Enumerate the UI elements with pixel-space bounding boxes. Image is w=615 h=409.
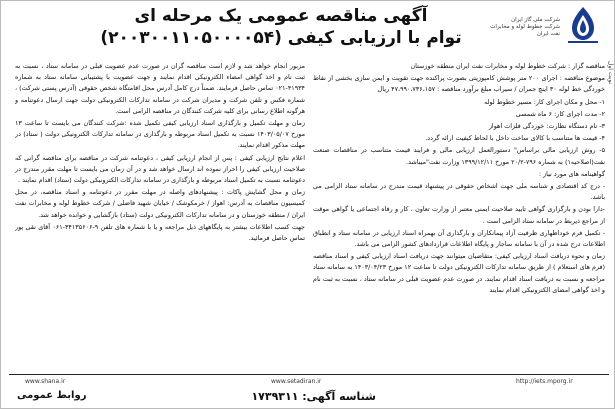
- notice-title: آگهی مناقصه عمومی یک مرحله ای: [134, 6, 428, 26]
- notice-paragraph: موضوع مناقصه : اجرای ۲۰۰ متر پوشش کامپوزیتی بصورت پراکنده جهت تقویت و ایمن سازی بخشی از نقاط خوردگی خط لوله ۳۰ اینچ جمران / سیراب مبلغ برآورد مناقصه : ۴۷،۹۹۰،۷۳۶،۱۵۷ ریال: [313, 74, 605, 94]
- link-iets[interactable]: http://iets.mporg.ir: [516, 378, 573, 385]
- notice-round-stamp: نوبت اول: [607, 61, 614, 85]
- notice-paragraph: اعلام نتایج ارزیابی کیفی : پس از انجام ارزیابی کیفی ، دعوتنامه شرکت در مناقصه برای مناقصه گرانی که صلاحیت ارزیابی کیفی را احراز نموده اند ارسال خواهد شد و در آن زمان می بایست تا مهلت مقرر مندرج در دعوتنامه نسبت به تکمیل اسناد مربوطه و بارگذاری در سامانه تدارکات الکترونیکی دولت (ستاد) اقدام نمایند .: [15, 153, 305, 185]
- notice-paragraph: ۳- نام دستگاه نظارت: خوردگی فلزات اهواز: [488, 122, 605, 131]
- notice-subtitle: توام با ارزیابی کیفی (۲۰۰۳۰۰۱۱۰۵۰۰۰۰۵۴): [100, 28, 462, 48]
- notice-paragraph: - تکمیل فرم خوداظهاری ظرفیت آزاد پیمانکاران و بارگذاری آن بهمراه اسناد ارزیابی در سامانه ستاد و انطباق اطلاعات درج شده در آن با سامانه ساجار و پایگاه اطلاعات قراردادهای کشور الزامی می باشد.: [313, 228, 605, 249]
- notice-paragraph: مزبور انجام خواهد شد و لازم است مناقصه گران در صورت عدم عضویت قبلی در سامانه ستاد ، نسبت به ثبت نام و اخذ گواهی امضاء الکترونیکی اقدام نمایند و جهت عضویت با پشتیبانی سامانه ستاد به شماره ۴۱۹۳۴-۰۲۱ تماس حاصل فرمایند. ضمناً درج کامل آدرس محل اقامتگاه شخص حقوقی (آدرس پستی شرکت) ، شماره فکس و تلفن شرکت و مدیران شرکت در سامانه تدارکات الکترونیکی دولت جهت ارسال دعوتنامه و هرگونه اطلاع رسانی برای کلیه شرکت کنندگان در مناقصه الزامی است.: [15, 62, 305, 115]
- notice-paragraph: زمان و مهلت تکمیل و بارگذاری اسناد ارزیابی کیفی تکمیل شده :شرکت کنندگان می بایست تا ساعت ۱۳ مورخ ۱۴۰۳/۰۵/۰۷ نسبت به تکمیل اسناد مربوطه و بارگذاری در سامانه تدارکات الکترونیکی دولت ( ستاد) در مهلت مذکور اقدام نمایند.: [15, 119, 305, 150]
- organization-name: [482, 17, 560, 38]
- notice-paragraph: - درج کد اقتصادی و شناسه ملی جهت اشخاص حقوقی در پیشنهاد قیمت مندرج در سامانه ستاد الزامی می باشد.: [313, 182, 605, 202]
- notice-footer: [1, 376, 615, 409]
- notice-paragraph: زمان و محل گشایش پاکات : پیشنهادهای واصله در مهلت مقرر در دعوتنامه و اسناد مناقصه، در محل کمیسیون مناقصات به آدرس: اهواز / خرمکوشک / خیابان شهید فاضلی / شرکت خطوط لوله و مخابرات نفت ایران / منطقه خوزستان و در سامانه تدارکات الکترونیکی دولت (ستاد) بازگشایی و خوانده خواهد شد.: [15, 188, 305, 219]
- notice-paragraph: ۵- روش ارزیابی مالی براساس" دستورالعمل ارزیابی مالی و فرایند قیمت متناسب در مناقصات صنعت نفت(اصلاحیه۱) به شماره ۷۹۶-۲۰/۲ مورخ ۱۳۹۹/۱۲/۱۱ وزارت نفت"میباشد.: [313, 146, 605, 166]
- footer-divider: [9, 374, 609, 375]
- notice-paragraph: ۱- محل و مکان اجرای کار: مسیر خطوط لوله: [484, 97, 605, 106]
- org-name-line1: شرکت ملی گاز ایران: [511, 17, 560, 23]
- notice-left-column: [15, 61, 305, 373]
- notice-header: [1, 1, 615, 63]
- notice-paragraph: ۲- مدت اجرای کار: ۶ ماه شمسی: [515, 109, 605, 118]
- org-name-line2: شرکت خطوط لوله و مخابرات نفت ایران: [490, 24, 560, 37]
- notice-paragraph: ۴- قیمت ها متناسب با کالای ساخت داخل با لحاظ کیفیت ارائه گردد.: [425, 134, 605, 143]
- public-relations-label: روابط عمومی: [17, 390, 87, 401]
- notice-right-column: [313, 61, 605, 373]
- notice-title-block: [81, 5, 481, 49]
- notice-body: [15, 61, 605, 373]
- link-shana[interactable]: www.shana.ir: [25, 378, 66, 385]
- oil-company-logo-icon: [562, 5, 604, 45]
- ad-id: شناسه آگهی: ۱۷۳۹۳۱۱: [251, 390, 376, 403]
- organization-branding: [490, 3, 610, 63]
- notice-paragraph: گواهینامه های مورد نیاز :: [538, 169, 605, 178]
- notice-paragraph: زمان و نحوه دریافت اسناد ارزیابی کیفی: متقاضیان میتوانند جهت دریافت اسناد ارزیابی کیفی و اسناد مناقصه (فرم های استعلام ) از طریق سامانه تدارکات الکترونیکی دولت تا ساعت ۱۲ مورخ ۱۴۰۳/۰۴/۲۳ به سامانه ستاد مراجعه و نسبت به دریافت اسناد اقدام نمایند. در صورت عدم عضویت قبلی در سامانه ستاد ، نسبت به ثبت نام و اخذ گواهی امضای الکترونیکی اقدام نمایند: [313, 252, 605, 294]
- notice-paragraph: -دارا بودن و بارگزاری گواهی تایید صلاحیت ایمنی معتبر از وزارت تعاون ، کار و رفاه اجتماعی یا گواهی موقت از مراجع ذیربط در سامانه ستاد الزامی است .: [313, 205, 605, 225]
- notice-paragraph: جهت کسب اطلاعات بیشتر به پایگاههای ذیل مراجعه و یا با شماره های تلفن ۹-۳۴۱۳۵۶۰۶-۰۶۱ آقای نقی پور تماس حاصل فرمائید.: [15, 222, 305, 243]
- notice-paragraph: مناقصه گزار : شرکت خطوط لوله و مخابرات نفت ایران منطقه خوزستان: [410, 62, 605, 70]
- link-setadiran[interactable]: www.setadiran.ir: [271, 378, 322, 385]
